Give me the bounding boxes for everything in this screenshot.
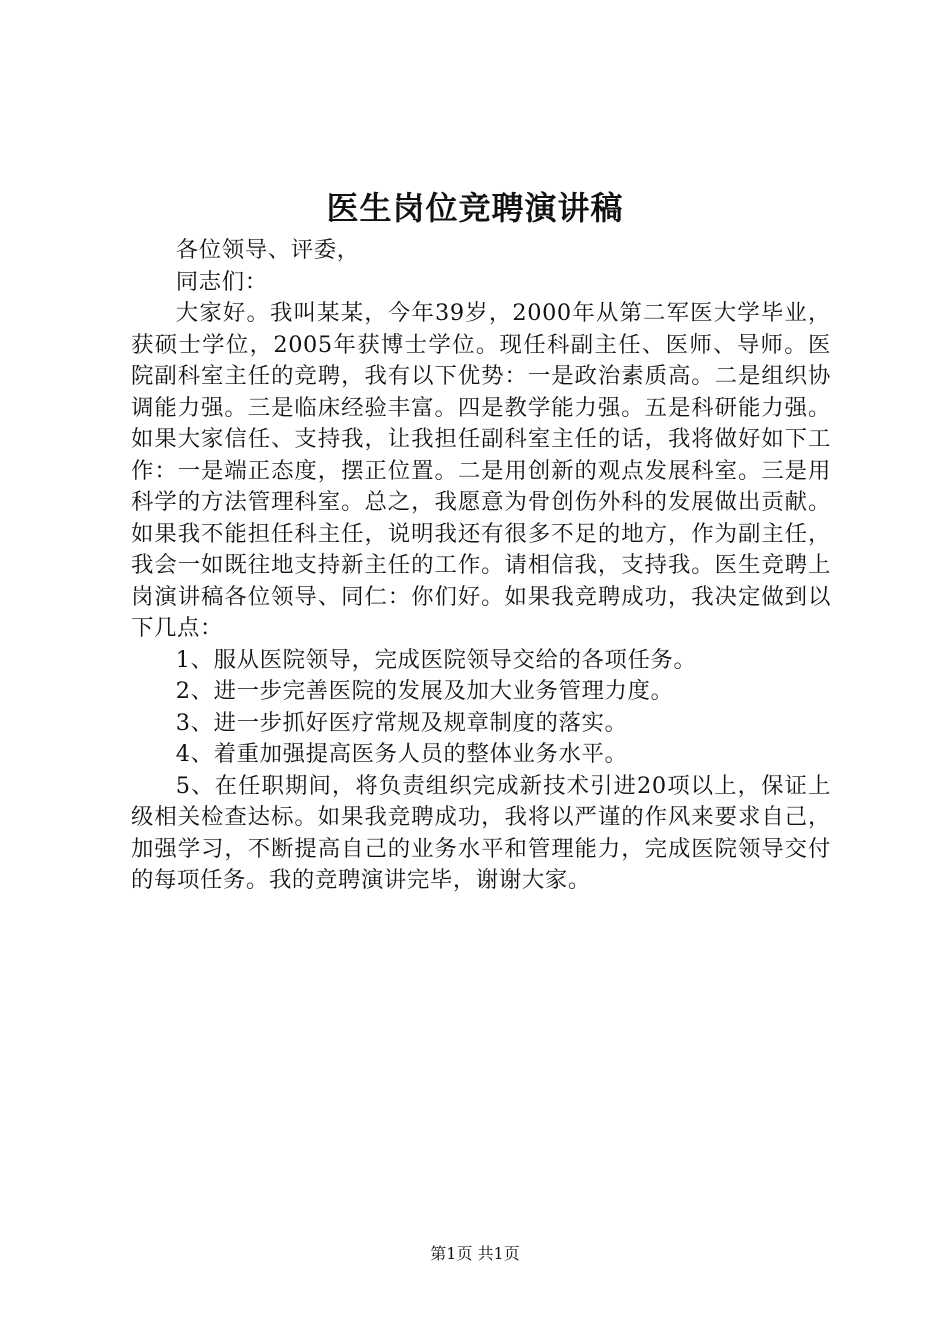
paragraph-salutation-2: 同志们： (175, 268, 268, 295)
paragraph-point-5: 5、在任职期间，将负责组织完成新技术引进20项以上，保证上级相关检查达标。如果我竞聘成功，我将以严谨的作风来要求自己，加强学习，不断提高自己的业务水平和管理能力，完成医院领导交付的每项任务。我的竞聘演讲完毕，谢谢大家。 (131, 772, 831, 893)
document-title: 医生岗位竞聘演讲稿 (326, 189, 624, 227)
paragraph-point-2: 2、进一步完善医院的发展及加大业务管理力度。 (175, 678, 674, 704)
paragraph-point-4: 4、着重加强提高医务人员的整体业务水平。 (175, 741, 628, 767)
paragraph-point-3: 3、进一步抓好医疗常规及规章制度的落实。 (175, 709, 628, 736)
paragraph-introduction: 大家好。我叫某某，今年39岁，2000年从第二军医大学毕业，获硕士学位，2005年获博士学位。现任科副主任、医师、导师。医院副科室主任的竞聘，我有以下优势：一是政治素质高。二是组织协调能力强。三是临床经验丰富。四是教学能力强。五是科研能力强。如果大家信任、支持我，让我担任副科室主任的话，我将做好如下工作：一是端正态度，摆正位置。二是用创新的观点发展科室。三是用科学的方法管理科室。总之，我愿意为骨创伤外科的发展做出贡献。如果我不能担任科主任，说明我还有很多不足的地方，作为副主任，我会一如既往地支持新主任的工作。请相信我，支持我。医生竞聘上岗演讲稿各位领导、同仁：你们好。如果我竞聘成功，我决定做到以下几点： (131, 300, 831, 641)
document-body (131, 235, 831, 897)
page-footer: 第1页 共1页 (430, 1244, 520, 1263)
paragraph-point-1: 1、服从医院领导，完成医院领导交给的各项任务。 (175, 646, 697, 673)
paragraph-salutation-1: 各位领导、评委， (175, 237, 360, 263)
